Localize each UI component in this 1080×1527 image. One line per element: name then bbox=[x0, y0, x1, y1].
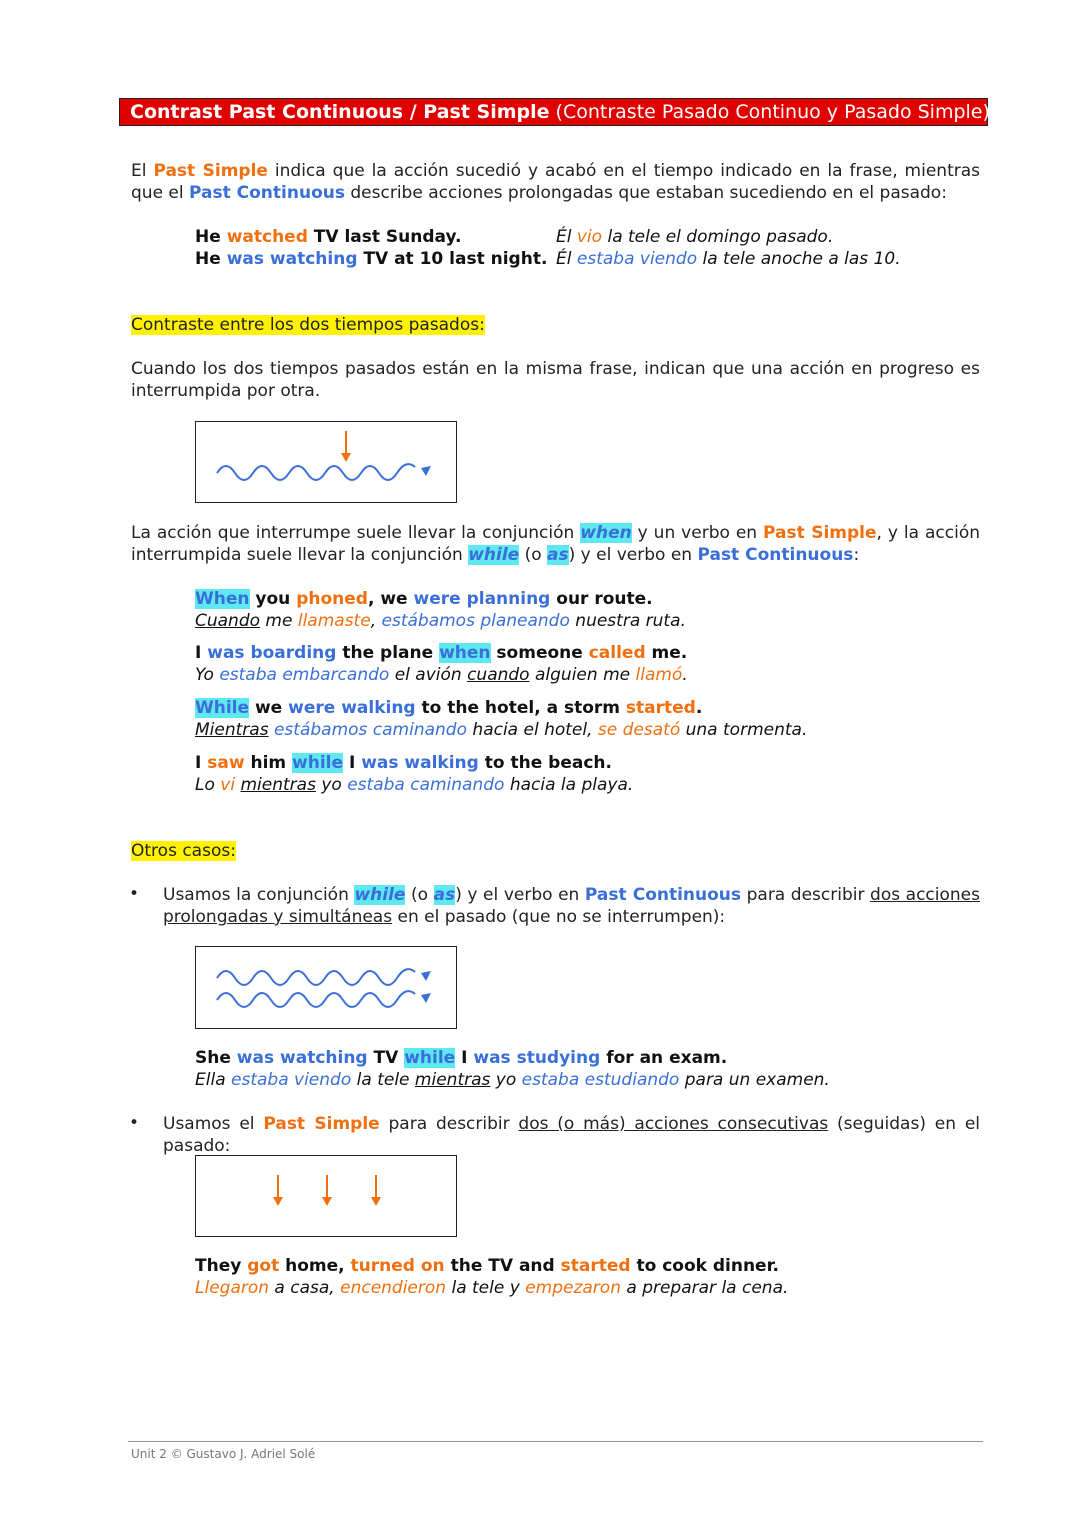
bullet-simultaneous: Usamos la conjunción while (o as) y el verbo en Past Continuous para describir dos acciones prolongadas y simultáneas en el pasado (que no se interrumpen): bbox=[163, 885, 980, 927]
example-simultaneous-en: She was watching TV while I was studying for an exam. bbox=[195, 1048, 728, 1068]
example-while-en: While we were walking to the hotel, a storm started. bbox=[195, 698, 703, 718]
bullet-dot-2: • bbox=[129, 1113, 140, 1133]
wave-arrowhead bbox=[421, 466, 431, 476]
arrow-3-head bbox=[371, 1197, 381, 1206]
example-when-en: When you phoned, we were planning our route. bbox=[195, 589, 653, 609]
bullet-consecutive: Usamos el Past Simple para describir dos (o más) acciones consecutivas (seguidas) en el pasado: bbox=[163, 1114, 980, 1156]
section-heading-other: Otros casos: bbox=[131, 841, 236, 861]
wave-2 bbox=[217, 991, 415, 1007]
example-en-2: He was watching TV at 10 last night. bbox=[195, 249, 548, 269]
interrupt-arrowhead bbox=[341, 453, 351, 462]
wave-1 bbox=[217, 969, 415, 985]
diagram-simultaneous bbox=[195, 946, 457, 1029]
diagram-interruption bbox=[195, 421, 457, 503]
arrow-1-head bbox=[273, 1197, 283, 1206]
example-es-1: Él vio la tele el domingo pasado. bbox=[556, 227, 834, 247]
continuous-action-wave bbox=[217, 464, 415, 480]
page-title: Contrast Past Continuous / Past Simple (Contraste Pasado Continuo y Pasado Simple) bbox=[119, 98, 988, 126]
arrow-2-head bbox=[322, 1197, 332, 1206]
intro-paragraph: El Past Simple indica que la acción sucedió y acabó en el tiempo indicado en la frase, mientras que el Past Continuous describe acciones prolongadas que estaban sucediendo en el pasado: bbox=[131, 161, 981, 203]
example-consecutive-es: Llegaron a casa, encendieron la tele y empezaron a preparar la cena. bbox=[195, 1278, 789, 1298]
example-boarding-en: I was boarding the plane when someone called me. bbox=[195, 643, 688, 663]
footer-divider bbox=[128, 1441, 983, 1442]
example-boarding-es: Yo estaba embarcando el avión cuando alguien me llamó. bbox=[195, 665, 688, 685]
bullet-dot-1: • bbox=[129, 884, 140, 904]
example-when-es: Cuando me llamaste, estábamos planeando nuestra ruta. bbox=[195, 611, 686, 631]
example-simultaneous-es: Ella estaba viendo la tele mientras yo estaba estudiando para un examen. bbox=[195, 1070, 830, 1090]
contrast-paragraph: Cuando los dos tiempos pasados están en la misma frase, indican que una acción en progreso es interrumpida por otra. bbox=[131, 359, 980, 401]
diagram-consecutive bbox=[195, 1155, 457, 1237]
section-heading-contrast: Contraste entre los dos tiempos pasados: bbox=[131, 315, 485, 335]
example-saw-es: Lo vi mientras yo estaba caminando hacia la playa. bbox=[195, 775, 634, 795]
wave-2-arrowhead bbox=[421, 993, 431, 1003]
example-saw-en: I saw him while I was walking to the beach. bbox=[195, 753, 612, 773]
example-while-es: Mientras estábamos caminando hacia el hotel, se desató una tormenta. bbox=[195, 720, 808, 740]
wave-1-arrowhead bbox=[421, 971, 431, 981]
footer-text: Unit 2 © Gustavo J. Adriel Solé bbox=[131, 1447, 316, 1461]
example-es-2: Él estaba viendo la tele anoche a las 10. bbox=[556, 249, 901, 269]
example-en-1: He watched TV last Sunday. bbox=[195, 227, 462, 247]
example-consecutive-en: They got home, turned on the TV and started to cook dinner. bbox=[195, 1256, 779, 1276]
conjunction-paragraph: La acción que interrumpe suele llevar la conjunción when y un verbo en Past Simple, y la acción interrumpida suele llevar la conjunción while (o as) y el verbo en Past Continuous: bbox=[131, 523, 981, 565]
